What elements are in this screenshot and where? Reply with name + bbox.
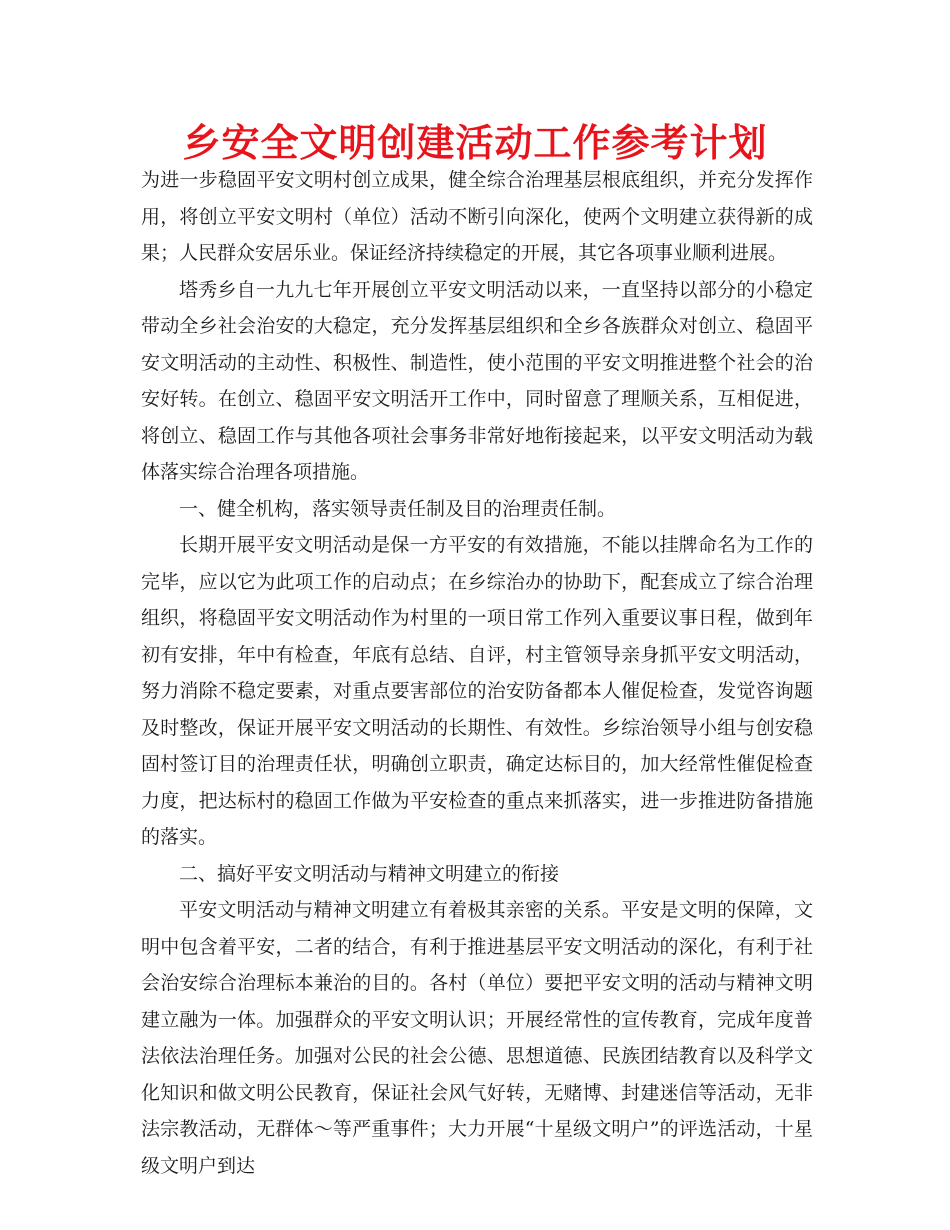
document-title: 乡安全文明创建活动工作参考计划 (182, 121, 768, 165)
paragraph-3: 长期开展平安文明活动是保一方平安的有效措施，不能以挂牌命名为工作的完毕，应以它为此项工作的启动点；在乡综治办的协助下，配套成立了综合治理组织，将稳固平安文明活动作为村里的一项日常工作列入重要议事日程，做到年初有安排，年中有检查，年底有总结、自评，村主管领导亲身抓平安文明活动，努力消除不稳定要素，对重点要害部位的治安防备都本人催促检查，发觉咨询题及时整改，保证开展平安文明活动的长期性、有效性。乡综治领导小组与创安稳固村签订目的治理责任状，明确创立职责，确定达标目的，加大经常性催促检查力度，把达标村的稳固工作做为平安检查的重点来抓落实，进一步推进防备措施的落实。 (141, 534, 813, 848)
paragraph-4: 平安文明活动与精神文明建立有着极其亲密的关系。平安是文明的保障，文明中包含着平安，二者的结合，有利于推进基层平安文明活动的深化，有利于社会治安综合治理标本兼治的目的。各村（单位）要把平安文明的活动与精神文明建立融为一体。加强群众的平安文明认识；开展经常性的宣传教育，完成年度普法依法治理任务。加强对公民的社会公德、思想道德、民族团结教育以及科学文化知识和做文明公民教育，保证社会风气好转，无赌博、封建迷信等活动，无非法宗教活动，无群体～等严重事件；大力开展“十星级文明户”的评选活动，十星级文明户到达 (141, 899, 813, 1177)
section-heading-2: 二、搞好平安文明活动与精神文明建立的衔接 (179, 862, 560, 885)
section-heading-1: 一、健全机构，落实领导责任制及目的治理责任制。 (179, 497, 617, 520)
paragraph-2: 塔秀乡自一九九七年开展创立平安文明活动以来，一直坚持以部分的小稳定带动全乡社会治安的大稳定，充分发挥基层组织和全乡各族群众对创立、稳固平安文明活动的主动性、积极性、制造性，使小范围的平安文明推进整个社会的治安好转。在创立、稳固平安文明活开工作中，同时留意了理顺关系，互相促进，将创立、稳固工作与其他各项社会事务非常好地衔接起来，以平安文明活动为载体落实综合治理各项措施。 (141, 278, 813, 483)
paragraph-1: 为进一步稳固平安文明村创立成果，健全综合治理基层根底组织，并充分发挥作用，将创立平安文明村（单位）活动不断引向深化，使两个文明建立获得新的成果；人民群众安居乐业。保证经济持续稳定的开展，其它各项事业顺利进展。 (141, 169, 813, 264)
document-body (141, 162, 813, 1184)
